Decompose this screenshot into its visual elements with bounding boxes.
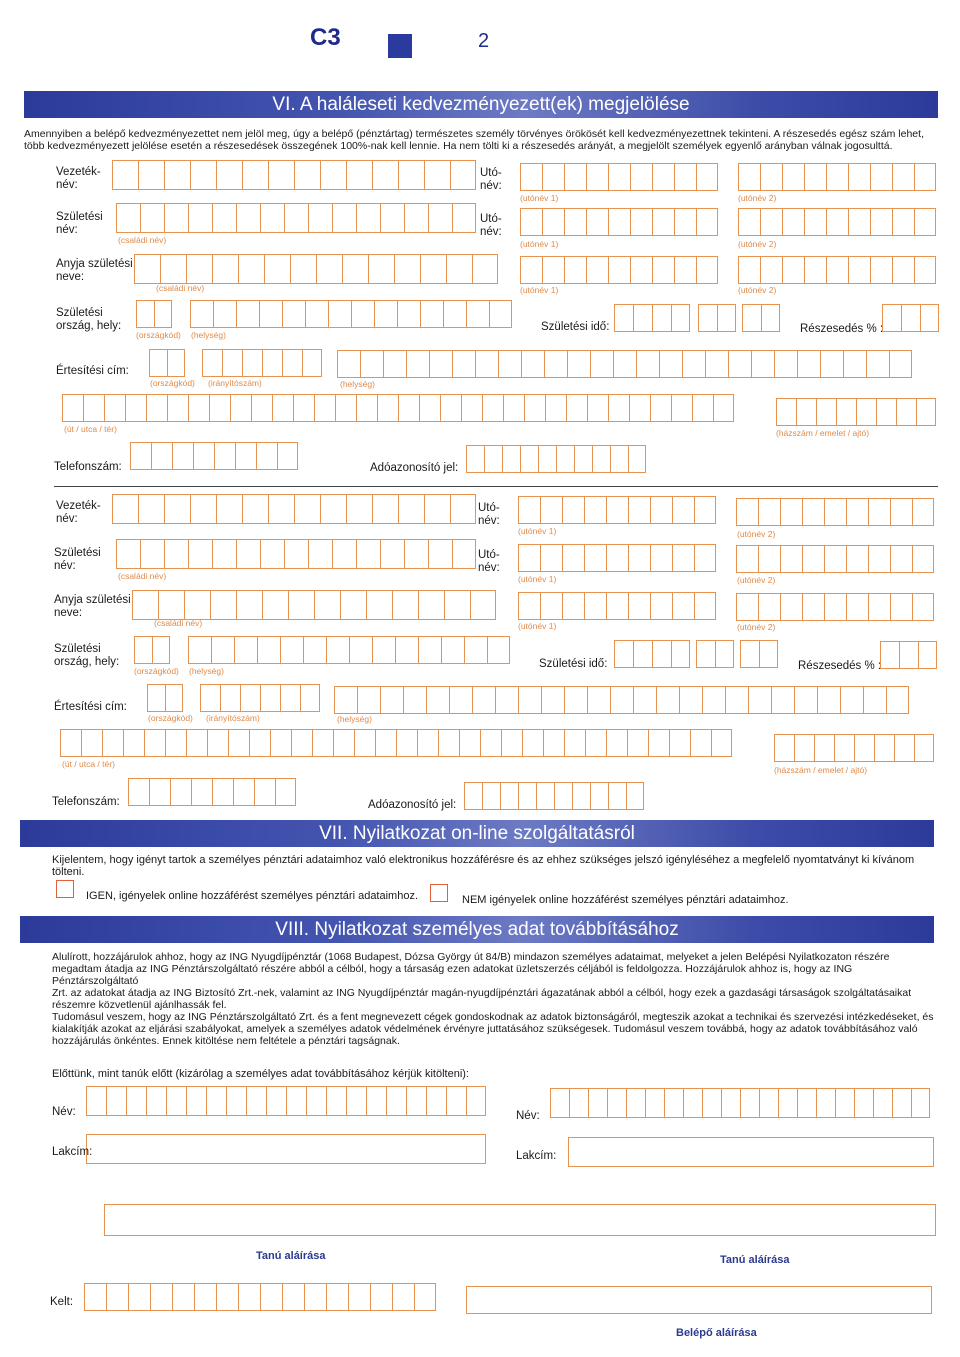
belepo-signature-label: Belépő aláírása [676, 1327, 757, 1339]
section-vi-intro-1: Amennyiben a belépő kedvezményezettet nem jelöl meg, úgy a belépő (pénztártag) természetes személy törvényes örökösét kell kedvezményezettnek tekinteni. A részesedés egész szám lehet, [24, 128, 924, 140]
witness1-nev-label: Név: [52, 1106, 76, 1118]
section-viii-para-2: Tudomásul veszem, hogy az ING Pénztárszolgáltató Zrt. és a fent megnevezett cégek gondoskodnak az adatok biztonságáról, megteszik azokat a technikai és szervezési intézkedéseket, és kialakítják azokat az eljárási szabályokat, amelyek a személyes adatok védelmének érvényre juttatásához szükségesek. Tudomásul veszem továbbá, hogy az adatok továbbításához való hozzájárulás önkéntes. Ennek kitöltése nem feltétele a pénztári tagságnak. [52, 1011, 934, 1047]
anyja-nev-label: Anyja születési neve: [56, 258, 133, 283]
orszagkod-sublabel: (országkód) [148, 713, 193, 723]
section-vi-intro-2: több kedvezményezett jelölése esetén a részesedések összegének 100%-nak kell lennie. Ha nem tölti ki a részesedés arányát, a megjelölt személyek egyenlő arányban válnak jogosulttá. [24, 140, 893, 152]
igen-option-label: IGEN, igényelek online hozzáférést személyes pénztári adataimhoz. [86, 890, 419, 902]
b1-helyseg-boxes[interactable] [190, 300, 512, 328]
igen-checkbox[interactable] [56, 880, 74, 898]
utonev2-sublabel: (utónév 2) [737, 529, 776, 539]
utonev2-sublabel: (utónév 2) [737, 575, 776, 585]
b2-helyseg-boxes[interactable] [188, 636, 510, 664]
form-code: C3 [310, 24, 341, 51]
b1-szuletesi-nap-boxes[interactable] [742, 304, 780, 332]
anyja-nev-label: Anyja születési neve: [54, 594, 131, 619]
b2-orszagkod-boxes[interactable] [134, 636, 170, 664]
kelt-label: Kelt: [50, 1296, 74, 1308]
b1-iranyitoszam-boxes[interactable] [202, 349, 322, 377]
adoazonosito-label: Adóazonosító jel: [370, 462, 459, 474]
b1-utca-boxes[interactable] [62, 394, 734, 422]
szuletesi-ido-label: Születési idő: [541, 321, 610, 333]
b1-szuletesi-ho-boxes[interactable] [698, 304, 736, 332]
signature-field[interactable] [104, 1204, 936, 1236]
orszagkod-sublabel: (országkód) [136, 330, 181, 340]
b2-szul-utonev2-boxes[interactable] [736, 545, 934, 573]
utonev1-sublabel: (utónév 1) [520, 193, 559, 203]
iranyitoszam-sublabel: (irányítószám) [208, 378, 262, 388]
kelt-boxes[interactable] [84, 1283, 436, 1311]
csaladi-nev-sublabel: (családi név) [156, 283, 205, 293]
b1-cim-helyseg-boxes[interactable] [337, 350, 912, 378]
b1-adoazonosito-boxes[interactable] [466, 445, 646, 473]
b2-szuletesi-nap-boxes[interactable] [740, 640, 778, 668]
tanu2-signature-label: Tanú aláírása [720, 1254, 790, 1266]
csaladi-nev-sublabel: (családi név) [118, 571, 167, 581]
b2-anyja-nev-boxes[interactable] [132, 590, 496, 620]
vezeteknev-label: Vezeték- név: [56, 166, 101, 191]
b1-telefon-boxes[interactable] [130, 442, 298, 470]
witness2-nev-boxes[interactable] [550, 1088, 930, 1118]
orszagkod-sublabel: (országkód) [150, 378, 195, 388]
telefonszam-label: Telefonszám: [52, 796, 120, 808]
b1-vezeteknev-boxes[interactable] [112, 160, 476, 190]
reszesedes-label: Részesedés % : [798, 660, 882, 672]
hazszam-sublabel: (házszám / emelet / ajtó) [774, 765, 868, 775]
witness2-nev-label: Név: [516, 1110, 540, 1122]
b1-szuletesi-ev-boxes[interactable] [614, 304, 690, 332]
b1-cim-orszagkod-boxes[interactable] [149, 349, 185, 377]
b1-reszesedes-boxes[interactable] [882, 304, 939, 332]
b2-adoazonosito-boxes[interactable] [464, 782, 644, 810]
utonev2-sublabel: (utónév 2) [738, 193, 777, 203]
b1-szuletesi-nev-boxes[interactable] [116, 203, 476, 233]
ut-sublabel: (út / utca / tér) [64, 424, 117, 434]
csaladi-nev-sublabel: (családi név) [118, 235, 167, 245]
helyseg-sublabel: (helység) [337, 714, 372, 724]
b2-utonev1-boxes[interactable] [518, 496, 716, 524]
b2-reszesedes-boxes[interactable] [880, 641, 937, 669]
section-vi-header: VI. A haláleseti kedvezményezett(ek) megjelölése [24, 91, 938, 118]
b2-utca-boxes[interactable] [60, 729, 732, 757]
hazszam-sublabel: (házszám / emelet / ajtó) [776, 428, 870, 438]
utonev-label: Utó- név: [478, 502, 500, 527]
b1-anyja-utonev2-boxes[interactable] [738, 256, 936, 284]
b2-anyja-utonev2-boxes[interactable] [736, 593, 934, 621]
utonev2-sublabel: (utónév 2) [738, 285, 777, 295]
b1-utonev2-boxes[interactable] [738, 163, 936, 191]
ut-sublabel: (út / utca / tér) [62, 759, 115, 769]
vezeteknev-label: Vezeték- név: [56, 500, 101, 525]
tanu1-signature-label: Tanú aláírása [256, 1250, 326, 1262]
szuletesi-orszag-label: Születési ország, hely: [56, 307, 122, 332]
b2-anyja-utonev1-boxes[interactable] [518, 592, 716, 620]
b1-anyja-nev-boxes[interactable] [134, 254, 498, 284]
header-square-mark [388, 34, 412, 58]
b1-szul-utonev1-boxes[interactable] [520, 208, 718, 236]
orszagkod-sublabel: (országkód) [134, 666, 179, 676]
b2-szuletesi-ho-boxes[interactable] [696, 640, 734, 668]
helyseg-sublabel: (helység) [191, 330, 226, 340]
b2-iranyitoszam-boxes[interactable] [200, 684, 320, 712]
utonev2-sublabel: (utónév 2) [737, 622, 776, 632]
utonev-label: Utó- név: [480, 213, 502, 238]
belepo-signature-field[interactable] [466, 1286, 932, 1314]
b2-szul-utonev1-boxes[interactable] [518, 544, 716, 572]
szuletesi-orszag-label: Születési ország, hely: [54, 643, 120, 668]
iranyitoszam-sublabel: (irányítószám) [206, 713, 260, 723]
ertesitesi-cim-label: Értesítési cím: [56, 365, 129, 377]
witness1-lakcim-label: Lakcím: [52, 1146, 93, 1158]
witness1-nev-boxes[interactable] [86, 1086, 486, 1116]
nem-option-label: NEM igényelek online hozzáférést személyes pénztári adataimhoz. [462, 894, 789, 906]
b2-cim-orszagkod-boxes[interactable] [147, 684, 183, 712]
ertesitesi-cim-label: Értesítési cím: [54, 701, 127, 713]
section-vii-text: Kijelentem, hogy igényt tartok a személyes pénztári adataimhoz való elektronikus hozzáférésre és az ehhez szükséges jelszó igényléséhez a megfelelő nyomtatványt ki kívánom tölteni. [52, 854, 915, 878]
section-viii-header: VIII. Nyilatkozat személyes adat továbbításához [20, 916, 934, 943]
utonev1-sublabel: (utónév 1) [518, 526, 557, 536]
witness1-lakcim-field[interactable] [86, 1134, 486, 1164]
szuletesi-nev-label: Születési név: [56, 211, 103, 236]
utonev2-sublabel: (utónév 2) [738, 239, 777, 249]
szuletesi-ido-label: Születési idő: [539, 658, 608, 670]
beneficiary-divider [54, 486, 938, 487]
b2-hazszam-boxes[interactable] [774, 734, 934, 762]
csaladi-nev-sublabel: (családi név) [154, 618, 203, 628]
b1-szul-utonev2-boxes[interactable] [738, 208, 936, 236]
witness2-lakcim-field[interactable] [568, 1137, 934, 1167]
witness2-lakcim-label: Lakcím: [516, 1150, 557, 1162]
helyseg-sublabel: (helység) [189, 666, 224, 676]
adoazonosito-label: Adóazonosító jel: [368, 799, 457, 811]
szuletesi-nev-label: Születési név: [54, 547, 101, 572]
b2-utonev2-boxes[interactable] [736, 498, 934, 526]
b1-anyja-utonev1-boxes[interactable] [520, 256, 718, 284]
utonev1-sublabel: (utónév 1) [518, 574, 557, 584]
utonev1-sublabel: (utónév 1) [518, 621, 557, 631]
b2-cim-helyseg-boxes[interactable] [334, 686, 909, 714]
utonev-label: Utó- név: [478, 549, 500, 574]
utonev-label: Utó- név: [480, 167, 502, 192]
b2-szuletesi-ev-boxes[interactable] [614, 640, 690, 668]
section-vii-header: VII. Nyilatkozat on-line szolgáltatásról [20, 820, 934, 847]
b1-hazszam-boxes[interactable] [776, 398, 936, 426]
section-viii-para-1: Alulírott, hozzájárulok ahhoz, hogy az ING Nyugdíjpénztár (1068 Budapest, Dózsa György út 84/B) mindazon személyes adataimat, melyeket a jelen Belépési Nyilatkozaton részére megadtam átadja az ING Pénztárszolgáltató részére abból a célból, hogy a társaság ezen adatokat üzletszerzés céljából is feldolgozza. Hozzájárulok ahhoz is, hogy az ING Pénztárszolgáltató Zrt. az adatokat átadja az ING Biztosító Zrt.-nek, valamint az ING Nyugdíjpénztár magán-nyugdíjpénztári ágazatának abból a célból, hogy ezek a gazdasági társaságok szolgáltatásaikat részemre közvetlenül ajánlhassák fel. [52, 951, 912, 1011]
b2-szuletesi-nev-boxes[interactable] [116, 539, 476, 569]
witness-intro: Előttünk, mint tanúk előtt (kizárólag a személyes adat továbbításához kérjük kitölteni): [52, 1068, 469, 1080]
utonev1-sublabel: (utónév 1) [520, 285, 559, 295]
helyseg-sublabel: (helység) [340, 379, 375, 389]
b2-telefon-boxes[interactable] [128, 778, 296, 806]
telefonszam-label: Telefonszám: [54, 461, 122, 473]
page-number: 2 [478, 30, 490, 52]
nem-checkbox[interactable] [430, 884, 448, 902]
reszesedes-label: Részesedés % : [800, 323, 884, 335]
utonev1-sublabel: (utónév 1) [520, 239, 559, 249]
b1-utonev1-boxes[interactable] [520, 163, 718, 191]
b2-vezeteknev-boxes[interactable] [112, 494, 476, 524]
b1-orszagkod-boxes[interactable] [136, 300, 172, 328]
